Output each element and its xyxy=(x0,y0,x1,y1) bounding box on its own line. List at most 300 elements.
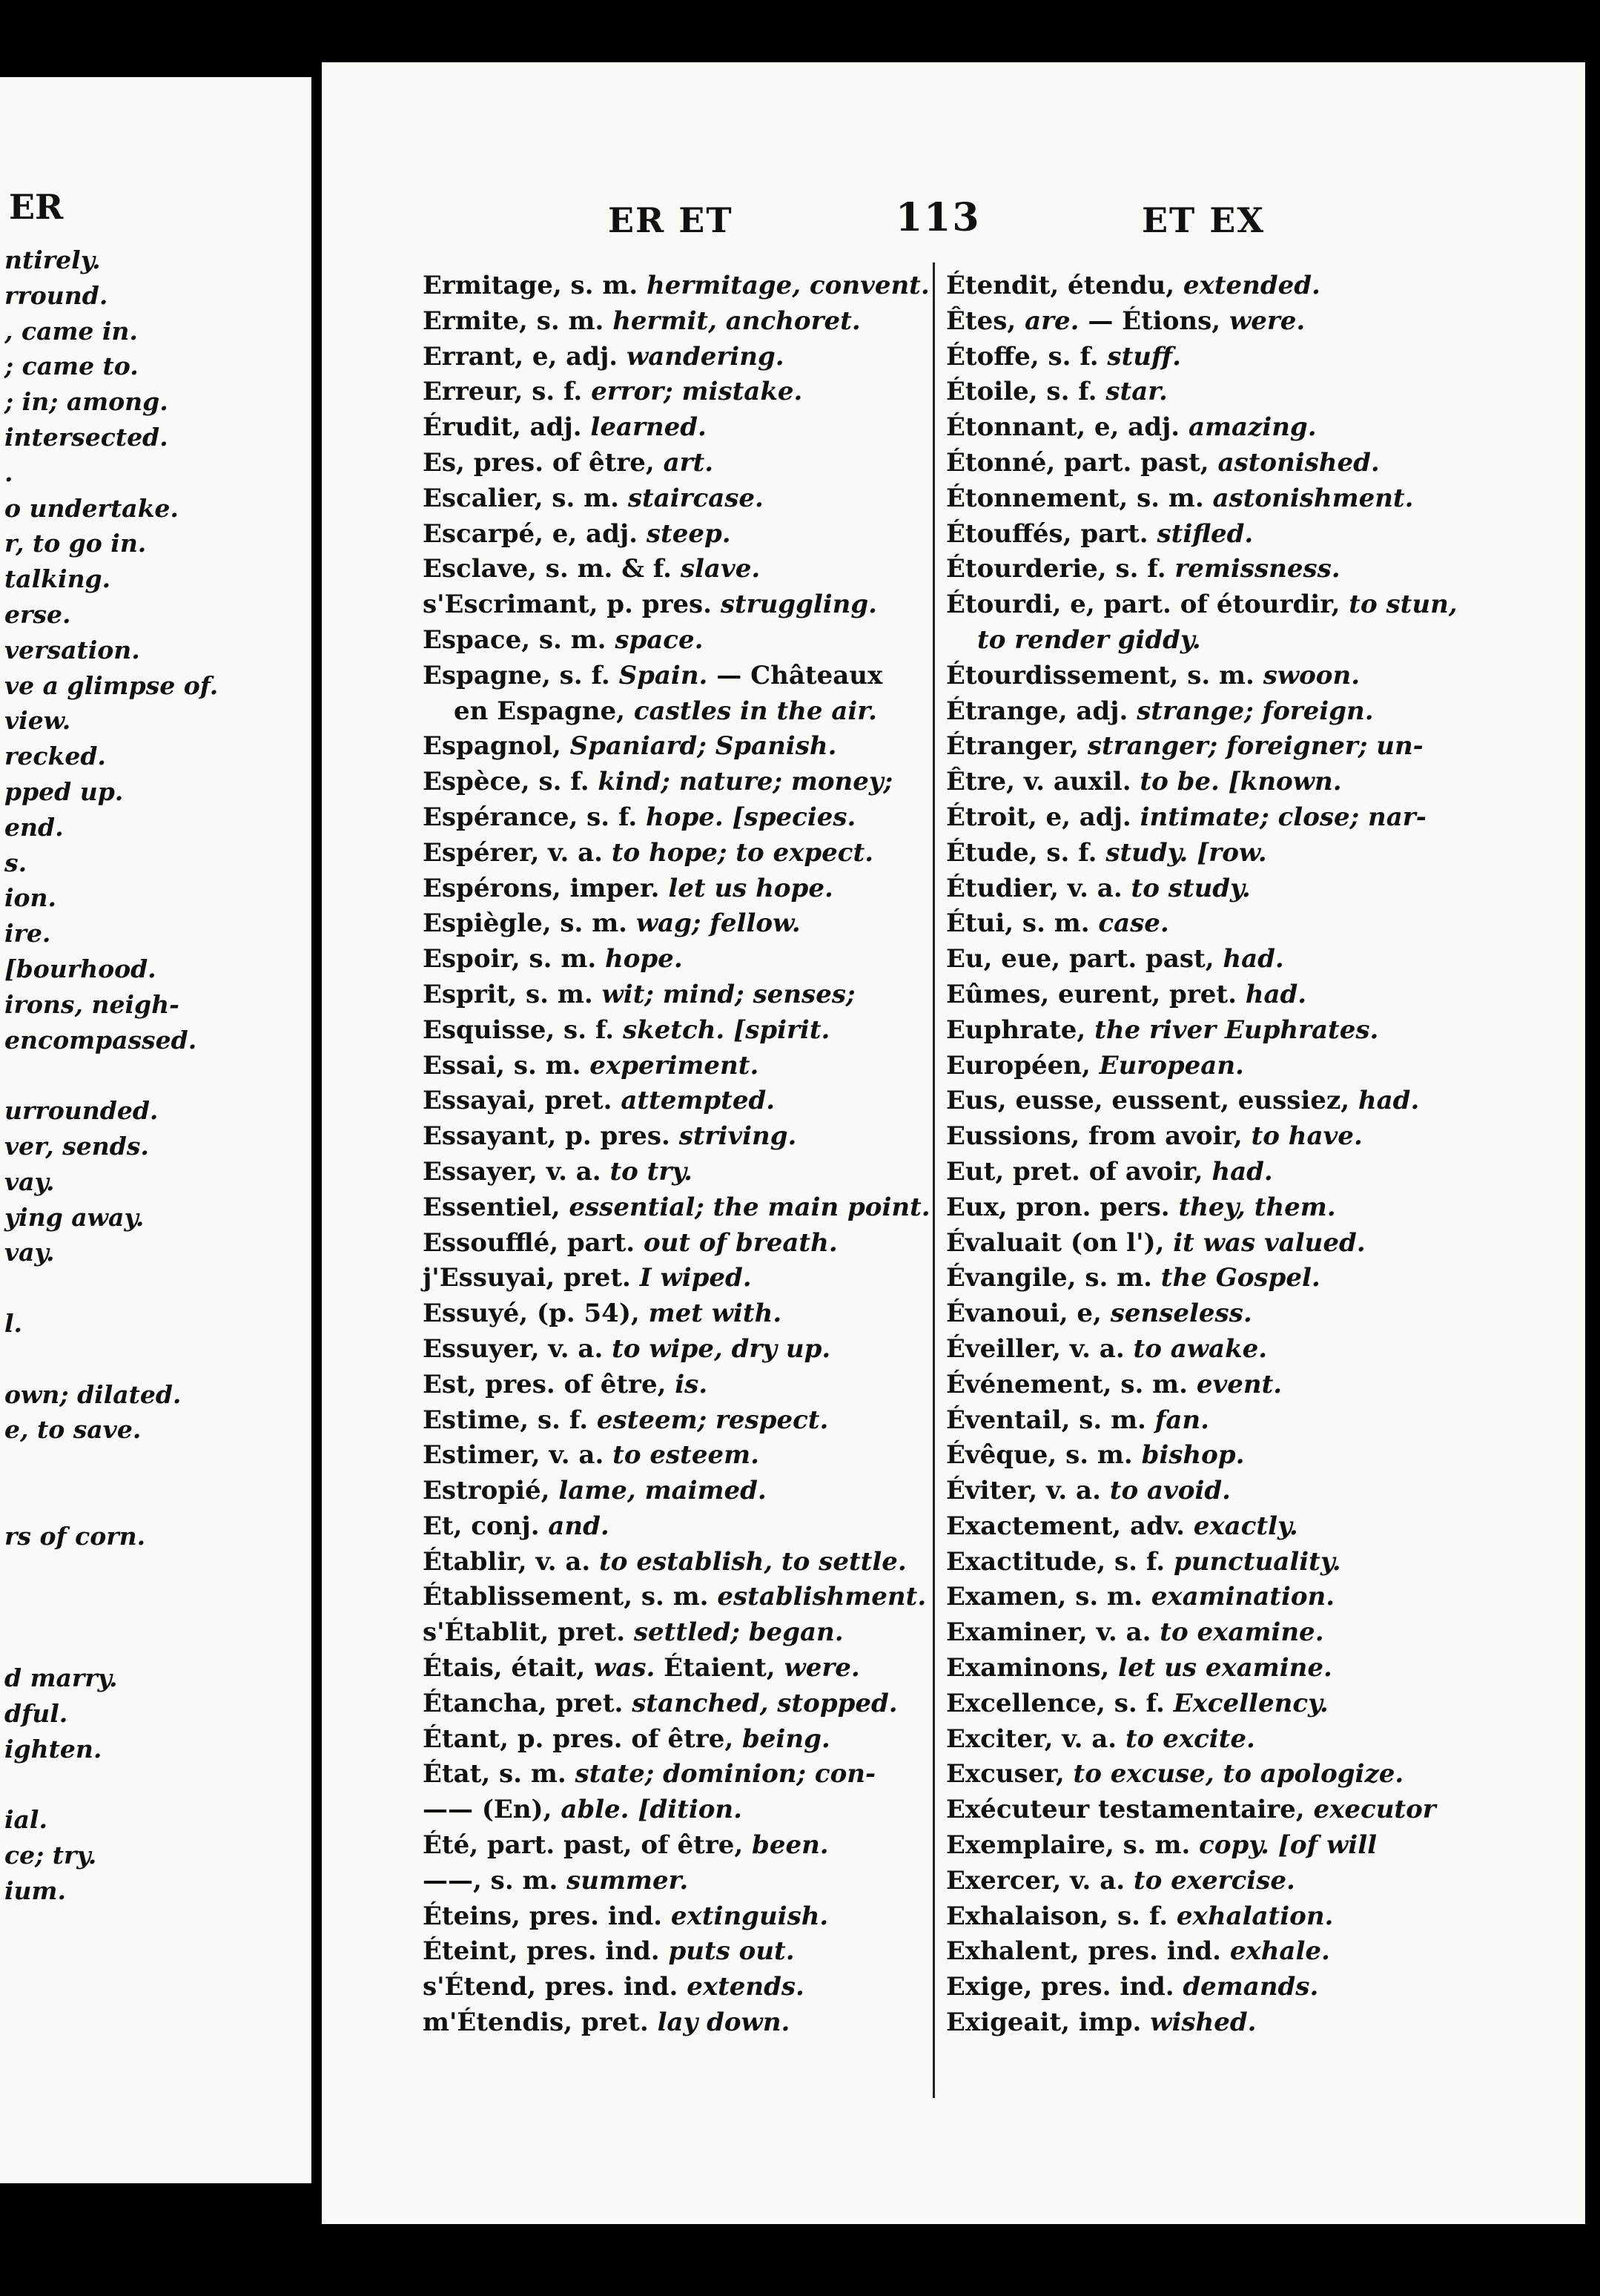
translation: state; dominion; con- xyxy=(575,1759,876,1789)
glossary-entry xyxy=(946,517,1458,552)
previous-page-fragment xyxy=(0,77,311,2183)
glossary-entry xyxy=(423,765,930,800)
headword: Eut, pret. of avoir, xyxy=(946,1156,1212,1187)
translation: remissness. xyxy=(1174,554,1341,584)
dictionary-page xyxy=(322,62,1585,2224)
glossary-entry xyxy=(946,1261,1458,1296)
translation: copy. [of will xyxy=(1199,1830,1378,1861)
translation: they, them. xyxy=(1178,1192,1336,1222)
translation: to have. xyxy=(1251,1121,1363,1152)
translation: I wiped. xyxy=(639,1263,752,1293)
translation: met with. xyxy=(648,1299,782,1329)
translation: to avoid. xyxy=(1109,1476,1231,1506)
translation: slave. xyxy=(680,554,761,584)
glossary-entry xyxy=(946,1686,1458,1722)
previous-page-line: vay. xyxy=(4,1238,55,1267)
translation: stranger; foreigner; un- xyxy=(1087,731,1424,762)
glossary-entry xyxy=(946,1013,1458,1049)
glossary-entry xyxy=(423,659,930,694)
page-number: 113 xyxy=(896,195,981,240)
previous-page-line: ighten. xyxy=(4,1734,102,1764)
headword: Exigeait, imp. xyxy=(946,2008,1151,2038)
glossary-entry xyxy=(946,729,1458,765)
previous-page-line: r, to go in. xyxy=(4,529,147,558)
translation: to examine. xyxy=(1160,1617,1324,1648)
headword: Erreur, s. f. xyxy=(423,377,592,407)
glossary-entry xyxy=(423,1332,930,1368)
previous-page-line: . xyxy=(4,458,13,487)
translation: exactly. xyxy=(1193,1511,1298,1541)
translation: punctuality. xyxy=(1173,1546,1341,1577)
translation: to be. [known. xyxy=(1140,767,1342,797)
glossary-entry xyxy=(946,694,1458,730)
glossary-entry xyxy=(946,1580,1458,1615)
headword: Exactitude, s. f. xyxy=(946,1546,1174,1577)
glossary-entry xyxy=(423,1261,930,1296)
glossary-entry xyxy=(423,1368,930,1403)
translation: space. xyxy=(615,624,704,655)
headword-extra: — Étions, xyxy=(1079,306,1229,336)
translation: bishop. xyxy=(1141,1440,1245,1471)
translation: wit; mind; senses; xyxy=(601,979,856,1009)
translation: case. xyxy=(1098,908,1169,939)
headword: Étais, était, xyxy=(423,1653,595,1683)
translation: to exercise. xyxy=(1133,1865,1295,1896)
headword: Espérer, v. a. xyxy=(423,837,612,868)
translation: star. xyxy=(1105,377,1168,407)
headword: Étoffe, s. f. xyxy=(946,341,1108,372)
headword: Estime, s. f. xyxy=(423,1405,597,1435)
translation: to study. xyxy=(1131,873,1251,903)
glossary-entry xyxy=(946,977,1458,1013)
headword: Eussions, from avoir, xyxy=(946,1121,1252,1152)
headword: Eux, pron. pers. xyxy=(946,1192,1179,1222)
translation: wished. xyxy=(1150,2008,1257,2038)
headword: Étoile, s. f. xyxy=(946,377,1106,407)
glossary-entry xyxy=(946,446,1458,481)
previous-page-line: erse. xyxy=(4,600,71,629)
previous-page-line: s. xyxy=(4,848,27,877)
translation: able. [dition. xyxy=(561,1795,742,1825)
translation: struggling. xyxy=(720,590,878,620)
translation: esteem; respect. xyxy=(596,1405,829,1435)
headword: —— (En), xyxy=(423,1795,561,1825)
glossary-entry xyxy=(423,1615,930,1651)
translation: Spain. xyxy=(618,660,708,690)
glossary-entry xyxy=(946,1757,1458,1792)
headword: Ermite, s. m. xyxy=(423,306,613,336)
previous-page-line: dful. xyxy=(4,1698,68,1728)
glossary-entry xyxy=(946,552,1458,587)
previous-page-line: rround. xyxy=(4,280,108,310)
headword: Éventail, s. m. xyxy=(946,1405,1155,1435)
headword: Événement, s. m. xyxy=(946,1369,1197,1399)
glossary-entry xyxy=(423,2005,930,2041)
translation: strange; foreign. xyxy=(1137,696,1374,726)
translation: attempted. xyxy=(621,1086,776,1116)
translation: stifled. xyxy=(1157,518,1254,549)
glossary-entry xyxy=(423,1651,930,1686)
previous-page-line: ire. xyxy=(4,919,51,949)
headword: Et, conj. xyxy=(423,1511,549,1541)
previous-page-line: rs of corn. xyxy=(4,1521,146,1551)
translation: and. xyxy=(548,1511,609,1541)
headword: Être, v. auxil. xyxy=(946,767,1140,797)
previous-page-line: d marry. xyxy=(4,1663,118,1692)
previous-page-line: ; in; among. xyxy=(4,387,168,417)
previous-page-line: ium. xyxy=(4,1876,66,1905)
headword: Étrange, adj. xyxy=(946,696,1137,726)
glossary-entry xyxy=(423,1190,930,1226)
translation: settled; began. xyxy=(633,1617,844,1648)
glossary-entry xyxy=(946,1332,1458,1368)
glossary-entry xyxy=(946,1864,1458,1899)
previous-page-line: ntirely. xyxy=(4,245,101,274)
headword: Esclave, s. m. & f. xyxy=(423,554,681,584)
headword: Examinons, xyxy=(946,1653,1119,1683)
column-rule xyxy=(933,263,935,2098)
glossary-entry xyxy=(423,729,930,765)
glossary-entry xyxy=(946,2005,1458,2041)
translation: out of breath. xyxy=(643,1227,838,1258)
headword: Exactement, adv. xyxy=(946,1511,1194,1541)
headword: Étourderie, s. f. xyxy=(946,554,1175,584)
headword: Étranger, xyxy=(946,731,1088,762)
glossary-entry xyxy=(946,304,1458,340)
glossary-entry xyxy=(946,1296,1458,1332)
headword: Escarpé, e, adj. xyxy=(423,518,647,549)
translation: to stun, xyxy=(1349,590,1458,620)
glossary-entry xyxy=(423,1792,930,1828)
previous-page-line: o undertake. xyxy=(4,493,179,523)
translation: is. xyxy=(675,1369,708,1399)
translation: the Gospel. xyxy=(1160,1263,1320,1293)
glossary-entry xyxy=(946,765,1458,800)
headword: Essayer, v. a. xyxy=(423,1156,610,1187)
glossary-entry xyxy=(946,587,1458,623)
glossary-entry xyxy=(946,268,1458,304)
headword: Évaluait (on l'), xyxy=(946,1227,1174,1258)
left-column xyxy=(423,268,930,2041)
headword: en Espagne, xyxy=(454,696,634,726)
headword: Exhalent, pres. ind. xyxy=(946,1936,1230,1967)
translation: exhalation. xyxy=(1176,1901,1334,1931)
running-head-right: ET EX xyxy=(1142,200,1266,240)
headword: Esprit, s. m. xyxy=(423,979,602,1009)
headword: Essayai, pret. xyxy=(423,1086,621,1116)
translation: examination. xyxy=(1151,1582,1335,1612)
glossary-entry xyxy=(423,1049,930,1084)
glossary-entry xyxy=(946,1403,1458,1439)
glossary-entry xyxy=(946,1615,1458,1651)
headword: s'Établit, pret. xyxy=(423,1617,634,1648)
glossary-entry xyxy=(423,1013,930,1049)
glossary-entry xyxy=(946,1119,1458,1155)
glossary-entry xyxy=(423,1403,930,1439)
headword: Exécuteur testamentaire, xyxy=(946,1795,1314,1825)
glossary-entry xyxy=(946,1899,1458,1935)
glossary-entry xyxy=(946,481,1458,517)
translation: to esteem. xyxy=(612,1440,759,1471)
glossary-entry xyxy=(423,623,930,659)
headword: Espiègle, s. m. xyxy=(423,908,636,939)
translation: astonished. xyxy=(1217,447,1380,478)
translation: lay down. xyxy=(657,2008,790,2038)
headword: Étonnement, s. m. xyxy=(946,483,1213,513)
glossary-entry xyxy=(423,1686,930,1722)
glossary-entry xyxy=(423,871,930,907)
translation: to establish, to settle. xyxy=(599,1546,907,1577)
glossary-entry xyxy=(423,1545,930,1580)
glossary-entry xyxy=(423,1226,930,1261)
translation: had. xyxy=(1245,979,1307,1009)
translation: the river Euphrates. xyxy=(1094,1015,1379,1045)
headword: Érudit, adj. xyxy=(423,412,591,443)
headword: Exige, pres. ind. xyxy=(946,1972,1183,2002)
translation: to awake. xyxy=(1133,1333,1268,1364)
headword: Européen, xyxy=(946,1050,1100,1081)
headword: Errant, e, adj. xyxy=(423,341,627,372)
headword: Esquisse, s. f. xyxy=(423,1015,623,1045)
glossary-entry xyxy=(946,1438,1458,1474)
translation: event. xyxy=(1196,1369,1283,1399)
previous-page-line: talking. xyxy=(4,564,111,594)
translation: to excite. xyxy=(1125,1723,1255,1754)
glossary-entry xyxy=(423,340,930,375)
headword: Évêque, s. m. xyxy=(946,1440,1142,1471)
translation: wag; fellow. xyxy=(635,908,801,939)
glossary-entry xyxy=(423,268,930,304)
headword: Étui, s. m. xyxy=(946,908,1099,939)
glossary-entry xyxy=(423,1438,930,1474)
glossary-entry xyxy=(423,587,930,623)
translation: hermitage, convent. xyxy=(647,271,930,300)
translation: it was valued. xyxy=(1173,1227,1366,1258)
headword: Été, part. past, of être, xyxy=(423,1830,753,1861)
glossary-entry xyxy=(423,410,930,446)
glossary-entry xyxy=(423,1155,930,1190)
translation: demands. xyxy=(1183,1972,1319,2002)
glossary-entry xyxy=(946,1545,1458,1580)
translation: had. xyxy=(1358,1086,1420,1116)
translation: Spaniard; Spanish. xyxy=(569,731,837,762)
headword: Étroit, e, adj. xyxy=(946,802,1140,832)
glossary-entry xyxy=(423,1083,930,1119)
glossary-entry xyxy=(946,1651,1458,1686)
headword: Étant, p. pres. of être, xyxy=(423,1723,743,1754)
glossary-entry xyxy=(946,1792,1458,1828)
glossary-entry xyxy=(946,800,1458,836)
glossary-entry xyxy=(423,552,930,587)
previous-page-line: view. xyxy=(4,706,71,736)
translation: striving. xyxy=(678,1121,797,1152)
headword: Établissement, s. m. xyxy=(423,1582,718,1612)
headword: Estimer, v. a. xyxy=(423,1440,613,1471)
headword: Exercer, v. a. xyxy=(946,1865,1134,1896)
glossary-entry xyxy=(423,694,930,730)
translation: sketch. [spirit. xyxy=(622,1015,830,1045)
glossary-entry xyxy=(423,942,930,977)
glossary-entry xyxy=(423,836,930,871)
headword: Étude, s. f. xyxy=(946,837,1106,868)
previous-page-line: ve a glimpse of. xyxy=(4,670,219,700)
headword: s'Escrimant, p. pres. xyxy=(423,590,721,620)
headword: Espérons, imper. xyxy=(423,873,669,903)
translation: experiment. xyxy=(589,1050,759,1081)
translation: extended. xyxy=(1183,271,1320,300)
previous-page-line: l. xyxy=(4,1309,23,1338)
glossary-entry xyxy=(946,1828,1458,1864)
translation: been. xyxy=(752,1830,829,1861)
headword: Espace, s. m. xyxy=(423,624,615,655)
translation: puts out. xyxy=(668,1936,795,1967)
translation: swoon. xyxy=(1263,660,1361,690)
right-column xyxy=(946,268,1458,2041)
previous-page-line: own; dilated. xyxy=(4,1379,182,1409)
glossary-entry xyxy=(946,942,1458,977)
glossary-entry xyxy=(946,340,1458,375)
headword: État, s. m. xyxy=(423,1759,575,1789)
translation: to hope; to expect. xyxy=(611,837,874,868)
headword: Eus, eusse, eussent, eussiez, xyxy=(946,1086,1358,1116)
translation: art. xyxy=(663,447,714,478)
translation: wandering. xyxy=(626,341,784,372)
previous-page-line: e, to save. xyxy=(4,1415,142,1445)
headword: Éveiller, v. a. xyxy=(946,1333,1134,1364)
running-head-left: ER ET xyxy=(608,200,733,240)
glossary-entry xyxy=(946,1049,1458,1084)
glossary-entry xyxy=(423,1119,930,1155)
headword: Exhalaison, s. f. xyxy=(946,1901,1177,1931)
translation: Excellency. xyxy=(1173,1688,1329,1718)
previous-page-line: urrounded. xyxy=(4,1096,159,1126)
translation: executor xyxy=(1313,1795,1436,1825)
translation: castles in the air. xyxy=(633,696,877,726)
translation-extra: were. xyxy=(1229,306,1306,336)
previous-page-line: ; came to. xyxy=(4,352,139,381)
glossary-entry xyxy=(423,906,930,942)
glossary-entry xyxy=(423,1580,930,1615)
glossary-entry xyxy=(946,1226,1458,1261)
previous-page-line: ying away. xyxy=(4,1202,145,1232)
translation: astonishment. xyxy=(1212,483,1414,513)
translation: being. xyxy=(742,1723,830,1754)
previous-page-running-head: ER xyxy=(9,187,64,227)
headword: Estropié, xyxy=(423,1476,559,1506)
glossary-entry xyxy=(423,446,930,481)
headword: Essuyer, v. a. xyxy=(423,1333,612,1364)
glossary-entry xyxy=(946,1970,1458,2005)
glossary-entry xyxy=(423,1722,930,1758)
glossary-entry xyxy=(946,375,1458,410)
translation: intimate; close; nar- xyxy=(1140,802,1427,832)
previous-page-line: ver, sends. xyxy=(4,1132,149,1161)
headword: Évanoui, e, xyxy=(946,1299,1111,1329)
glossary-entry xyxy=(946,906,1458,942)
previous-page-line: versation. xyxy=(4,635,140,664)
translation: hope. [species. xyxy=(646,802,856,832)
translation: study. [row. xyxy=(1105,837,1267,868)
headword: s'Étend, pres. ind. xyxy=(423,1972,687,2002)
headword: Éviter, v. a. xyxy=(946,1476,1110,1506)
glossary-entry xyxy=(423,1828,930,1864)
headword: Exemplaire, s. m. xyxy=(946,1830,1200,1861)
translation: extends. xyxy=(687,1972,804,2002)
headword: Étouffés, part. xyxy=(946,518,1157,549)
translation: establishment. xyxy=(717,1582,927,1612)
headword: Examen, s. m. xyxy=(946,1582,1151,1612)
translation: to try. xyxy=(609,1156,692,1187)
headword: Étonné, part. past, xyxy=(946,447,1218,478)
headword: Euphrate, xyxy=(946,1015,1095,1045)
previous-page-line: encompassed. xyxy=(4,1025,197,1055)
headword: Espagne, s. f. xyxy=(423,660,619,690)
translation: error; mistake. xyxy=(591,377,803,407)
translation: to excuse, to apologize. xyxy=(1073,1759,1404,1789)
translation: exhale. xyxy=(1229,1936,1330,1967)
glossary-entry xyxy=(423,1970,930,2005)
previous-page-line: end. xyxy=(4,812,64,842)
headword: Examiner, v. a. xyxy=(946,1617,1160,1648)
headword: Espagnol, xyxy=(423,731,570,762)
headword: Escalier, s. m. xyxy=(423,483,628,513)
translation: had. xyxy=(1223,944,1284,974)
headword: Êtes, xyxy=(946,306,1025,336)
translation: was. xyxy=(594,1653,655,1683)
translation: to wipe, dry up. xyxy=(612,1333,831,1364)
headword: Étourdissement, s. m. xyxy=(946,660,1263,690)
headword: Établir, v. a. xyxy=(423,1546,600,1577)
previous-page-line: ce; try. xyxy=(4,1841,97,1870)
headword: Essai, s. m. xyxy=(423,1050,590,1081)
glossary-entry xyxy=(423,977,930,1013)
translation: lame, maimed. xyxy=(558,1476,767,1506)
headword: Eûmes, eurent, pret. xyxy=(946,979,1246,1009)
previous-page-line: vay. xyxy=(4,1167,55,1196)
headword: Éteint, pres. ind. xyxy=(423,1936,669,1967)
headword: Étendit, étendu, xyxy=(946,271,1183,300)
glossary-entry xyxy=(423,1757,930,1792)
glossary-entry xyxy=(423,517,930,552)
headword: j'Essuyai, pret. xyxy=(423,1263,640,1293)
translation: essential; the main point. xyxy=(569,1192,930,1222)
previous-page-line: ion. xyxy=(4,883,57,913)
previous-page-line: irons, neigh- xyxy=(4,989,179,1019)
headword-extra: Étaient, xyxy=(655,1653,784,1683)
headword: Étonnant, e, adj. xyxy=(946,412,1189,443)
glossary-entry xyxy=(423,481,930,517)
glossary-entry xyxy=(946,623,1458,659)
translation: learned. xyxy=(590,412,707,443)
glossary-entry xyxy=(423,375,930,410)
glossary-entry xyxy=(946,1509,1458,1545)
translation: had. xyxy=(1211,1156,1273,1187)
glossary-entry xyxy=(423,1296,930,1332)
previous-page-line: , came in. xyxy=(4,316,138,346)
headword: Ermitage, s. m. xyxy=(423,271,647,300)
headword: Es, pres. of être, xyxy=(423,447,664,478)
translation: extinguish. xyxy=(670,1901,829,1931)
translation: senseless. xyxy=(1110,1299,1252,1329)
glossary-entry xyxy=(946,410,1458,446)
headword: Excuser, xyxy=(946,1759,1074,1789)
translation: to render giddy. xyxy=(977,624,1201,655)
glossary-entry xyxy=(423,1474,930,1509)
glossary-entry xyxy=(423,800,930,836)
headword: Étancha, pret. xyxy=(423,1688,632,1718)
headword: Essuyé, (p. 54), xyxy=(423,1299,649,1329)
translation: let us hope. xyxy=(668,873,833,903)
